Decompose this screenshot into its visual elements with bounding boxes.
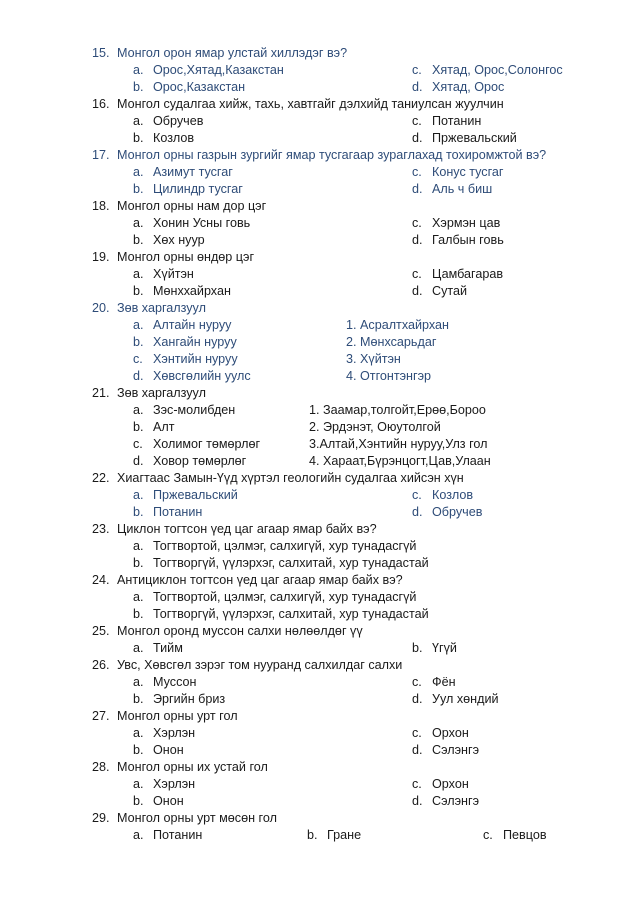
option-text: Цамбагарав — [432, 267, 504, 281]
question-16 — [92, 96, 504, 113]
option-20-m1 — [346, 317, 449, 334]
option-21-m1 — [309, 402, 486, 419]
option-letter: b. — [133, 743, 144, 757]
option-letter: c. — [412, 488, 422, 502]
option-letter: a. — [133, 216, 144, 230]
option-letter: c. — [133, 437, 143, 451]
option-20-m7 — [346, 368, 431, 385]
option-26-a — [133, 674, 196, 691]
option-26-d — [412, 691, 499, 708]
option-letter: d. — [412, 182, 423, 196]
option-text: Козлов — [153, 131, 195, 145]
option-22-b — [133, 504, 202, 521]
option-19-b — [133, 283, 231, 300]
option-21-d — [133, 453, 246, 470]
question-text: Хиагтаас Замын-Үүд хүртэл геологийн судалгаа хийсэн хүн — [117, 471, 464, 485]
option-17-d — [412, 181, 492, 198]
option-text: Хэрлэн — [153, 726, 196, 740]
option-text: Обручев — [153, 114, 204, 128]
option-20-m5 — [346, 351, 401, 368]
question-27 — [92, 708, 238, 725]
option-21-m7 — [309, 453, 491, 470]
question-number: 27. — [92, 709, 110, 723]
option-letter: a. — [133, 641, 144, 655]
option-text: Пржевальский — [432, 131, 517, 145]
option-20-b — [133, 334, 237, 351]
option-text: 1. Заамар,толгойт,Ерөө,Бороо — [309, 403, 486, 417]
option-letter: b. — [133, 131, 144, 145]
question-18 — [92, 198, 266, 215]
question-text: Монгол орны урт гол — [117, 709, 238, 723]
option-23-a — [133, 538, 416, 555]
option-text: Пржевальский — [153, 488, 238, 502]
option-text: Конус тусгаг — [432, 165, 504, 179]
option-letter: a. — [133, 318, 144, 332]
option-text: Галбын говь — [432, 233, 504, 247]
option-text: Алт — [153, 420, 175, 434]
option-text: Орос,Казакстан — [153, 80, 246, 94]
option-text: Орос,Хятад,Казакстан — [153, 63, 284, 77]
option-letter: a. — [133, 63, 144, 77]
question-text: Монгол орны нам дор цэг — [117, 199, 267, 213]
question-28 — [92, 759, 268, 776]
option-17-a — [133, 164, 233, 181]
option-15-d — [412, 79, 504, 96]
question-15 — [92, 45, 347, 62]
option-letter: c. — [412, 114, 422, 128]
option-text: Азимут тусгаг — [153, 165, 233, 179]
option-letter: d. — [412, 233, 423, 247]
option-text: Сэлэнгэ — [432, 743, 479, 757]
option-letter: c. — [412, 165, 422, 179]
question-22 — [92, 470, 464, 487]
option-15-a — [133, 62, 284, 79]
option-text: Хүйтэн — [153, 267, 194, 281]
question-text: Монгол судалгаа хийж, тахь, хавтгайг дэлхийд таниулсан жуулчин — [117, 97, 504, 111]
option-text: Зэс-молибден — [153, 403, 236, 417]
option-28-d — [412, 793, 479, 810]
option-letter: a. — [133, 114, 144, 128]
option-text: Потанин — [153, 828, 203, 842]
option-16-d — [412, 130, 517, 147]
option-letter: b. — [133, 284, 144, 298]
option-27-b — [133, 742, 184, 759]
question-text: Зөв харгалзуул — [117, 386, 206, 400]
option-letter: c. — [412, 675, 422, 689]
question-number: 21. — [92, 386, 110, 400]
option-letter: b. — [307, 828, 318, 842]
option-text: Хөвсгөлийн уулс — [153, 369, 251, 383]
option-letter: b. — [133, 420, 144, 434]
option-18-d — [412, 232, 504, 249]
option-17-b — [133, 181, 243, 198]
option-text: 3. Хүйтэн — [346, 352, 401, 366]
option-21-c — [133, 436, 260, 453]
question-text: Монгол орны газрын зургийг ямар тусгагаар зураглахад тохиромжтой вэ? — [117, 148, 547, 162]
question-text: Зөв харгалзуул — [117, 301, 206, 315]
option-letter: b. — [133, 607, 144, 621]
option-26-c — [412, 674, 456, 691]
option-28-c — [412, 776, 469, 793]
option-letter: b. — [133, 182, 144, 196]
option-text: Тийм — [153, 641, 183, 655]
option-text: Аль ч биш — [432, 182, 493, 196]
option-letter: c. — [412, 216, 422, 230]
option-letter: c. — [133, 352, 143, 366]
option-20-a — [133, 317, 231, 334]
option-letter: d. — [412, 284, 423, 298]
option-text: Алтайн нуруу — [153, 318, 232, 332]
option-letter: d. — [412, 692, 423, 706]
option-text: Орхон — [432, 777, 469, 791]
option-letter: a. — [133, 726, 144, 740]
option-text: 2. Эрдэнэт, Оюутолгой — [309, 420, 441, 434]
option-letter: a. — [133, 828, 144, 842]
option-text: Певцов — [503, 828, 547, 842]
option-22-d — [412, 504, 482, 521]
option-text: Муссон — [153, 675, 197, 689]
question-number: 29. — [92, 811, 110, 825]
question-text: Антициклон тогтсон үед цаг агаар ямар байх вэ? — [117, 573, 403, 587]
question-20 — [92, 300, 206, 317]
question-29 — [92, 810, 277, 827]
option-text: Тогтворгүй, үүлэрхэг, салхитай, хур тунадастай — [153, 607, 429, 621]
option-text: Хэнтийн нуруу — [153, 352, 238, 366]
question-number: 25. — [92, 624, 110, 638]
option-letter: d. — [133, 369, 144, 383]
question-number: 19. — [92, 250, 110, 264]
option-21-b — [133, 419, 175, 436]
option-18-b — [133, 232, 205, 249]
option-text: Хөх нуур — [153, 233, 205, 247]
option-16-c — [412, 113, 481, 130]
option-letter: c. — [483, 828, 493, 842]
option-letter: d. — [412, 743, 423, 757]
option-27-d — [412, 742, 479, 759]
option-letter: d. — [412, 80, 423, 94]
question-number: 22. — [92, 471, 110, 485]
option-22-c — [412, 487, 473, 504]
option-letter: a. — [133, 267, 144, 281]
option-letter: b. — [133, 80, 144, 94]
question-number: 23. — [92, 522, 110, 536]
option-text: 1. Асралтхайрхан — [346, 318, 449, 332]
option-letter: d. — [133, 454, 144, 468]
option-text: Эргийн бриз — [153, 692, 226, 706]
option-text: Хонин Усны говь — [153, 216, 251, 230]
option-29-b — [307, 827, 361, 844]
option-19-a — [133, 266, 194, 283]
question-number: 15. — [92, 46, 110, 60]
option-text: Козлов — [432, 488, 474, 502]
option-17-c — [412, 164, 504, 181]
question-number: 16. — [92, 97, 110, 111]
option-text: Тогтвортой, цэлмэг, салхигүй, хур тунадасгүй — [153, 590, 417, 604]
option-21-m5 — [309, 436, 487, 453]
option-20-m3 — [346, 334, 436, 351]
option-20-c — [133, 351, 238, 368]
option-letter: a. — [133, 590, 144, 604]
option-text: Хятад, Орос,Солонгос — [432, 63, 563, 77]
option-letter: b. — [133, 556, 144, 570]
option-19-c — [412, 266, 503, 283]
question-text: Монгол орны урт мөсөн гол — [117, 811, 277, 825]
option-24-a — [133, 589, 416, 606]
option-15-c — [412, 62, 563, 79]
option-letter: b. — [133, 692, 144, 706]
option-27-a — [133, 725, 195, 742]
question-number: 20. — [92, 301, 110, 315]
option-letter: b. — [133, 335, 144, 349]
option-19-d — [412, 283, 467, 300]
option-28-b — [133, 793, 184, 810]
option-text: Тогтворгүй, үүлэрхэг, салхитай, хур тунадастай — [153, 556, 429, 570]
option-text: Хангайн нуруу — [153, 335, 237, 349]
option-18-c — [412, 215, 500, 232]
option-text: Гране — [327, 828, 362, 842]
option-text: Үгүй — [432, 641, 457, 655]
option-text: 3.Алтай,Хэнтийн нуруу,Улз гол — [309, 437, 488, 451]
question-24 — [92, 572, 403, 589]
option-text: Онон — [153, 743, 184, 757]
option-25-b — [412, 640, 457, 657]
option-text: Ховор төмөрлөг — [153, 454, 247, 468]
option-16-a — [133, 113, 203, 130]
question-text: Монгол оронд муссон салхи нөлөөлдөг үү — [117, 624, 363, 638]
option-21-a — [133, 402, 235, 419]
option-28-a — [133, 776, 195, 793]
option-letter: b. — [133, 505, 144, 519]
option-text: Орхон — [432, 726, 469, 740]
option-23-b — [133, 555, 429, 572]
option-21-m3 — [309, 419, 441, 436]
question-26 — [92, 657, 402, 674]
question-number: 24. — [92, 573, 110, 587]
question-text: Монгол орон ямар улстай хиллэдэг вэ? — [117, 46, 348, 60]
option-text: Фён — [432, 675, 456, 689]
option-text: Уул хөндий — [432, 692, 499, 706]
option-text: Тогтвортой, цэлмэг, салхигүй, хур тунадасгүй — [153, 539, 417, 553]
question-text: Увс, Хөвсгөл зэрэг том нууранд салхилдаг салхи — [117, 658, 403, 672]
question-number: 18. — [92, 199, 110, 213]
question-25 — [92, 623, 363, 640]
option-text: Потанин — [432, 114, 482, 128]
option-letter: b. — [133, 794, 144, 808]
option-letter: d. — [412, 505, 423, 519]
option-25-a — [133, 640, 183, 657]
option-letter: a. — [133, 539, 144, 553]
question-number: 28. — [92, 760, 110, 774]
question-text: Монгол орны их устай гол — [117, 760, 268, 774]
option-text: Потанин — [153, 505, 203, 519]
option-letter: b. — [412, 641, 423, 655]
option-letter: a. — [133, 165, 144, 179]
option-text: Мөнххайрхан — [153, 284, 231, 298]
option-16-b — [133, 130, 194, 147]
option-letter: d. — [412, 794, 423, 808]
option-27-c — [412, 725, 469, 742]
option-text: Цилиндр тусгаг — [153, 182, 243, 196]
question-17 — [92, 147, 546, 164]
option-letter: d. — [412, 131, 423, 145]
option-letter: a. — [133, 675, 144, 689]
option-text: Хятад, Орос — [432, 80, 505, 94]
option-letter: a. — [133, 488, 144, 502]
question-23 — [92, 521, 377, 538]
option-text: Холимог төмөрлөг — [153, 437, 261, 451]
option-letter: c. — [412, 267, 422, 281]
option-text: Сутай — [432, 284, 468, 298]
option-22-a — [133, 487, 238, 504]
option-15-b — [133, 79, 245, 96]
option-letter: c. — [412, 726, 422, 740]
option-text: 4. Отгонтэнгэр — [346, 369, 432, 383]
question-text: Циклон тогтсон үед цаг агаар ямар байх вэ? — [117, 522, 377, 536]
option-20-d — [133, 368, 251, 385]
question-21 — [92, 385, 206, 402]
option-18-a — [133, 215, 250, 232]
option-26-b — [133, 691, 225, 708]
question-text: Монгол орны өндөр цэг — [117, 250, 255, 264]
option-29-c — [483, 827, 547, 844]
option-letter: c. — [412, 777, 422, 791]
option-24-b — [133, 606, 429, 623]
option-text: Онон — [153, 794, 184, 808]
option-29-a — [133, 827, 202, 844]
question-number: 26. — [92, 658, 110, 672]
option-text: Обручев — [432, 505, 483, 519]
option-text: 4. Хараат,Бүрэнцогт,Цав,Улаан — [309, 454, 491, 468]
option-letter: a. — [133, 777, 144, 791]
option-text: Хэрмэн цав — [432, 216, 501, 230]
option-text: 2. Мөнхсарьдаг — [346, 335, 437, 349]
option-letter: c. — [412, 63, 422, 77]
option-letter: a. — [133, 403, 144, 417]
question-number: 17. — [92, 148, 110, 162]
option-text: Хэрлэн — [153, 777, 196, 791]
option-letter: b. — [133, 233, 144, 247]
question-19 — [92, 249, 254, 266]
option-text: Сэлэнгэ — [432, 794, 479, 808]
